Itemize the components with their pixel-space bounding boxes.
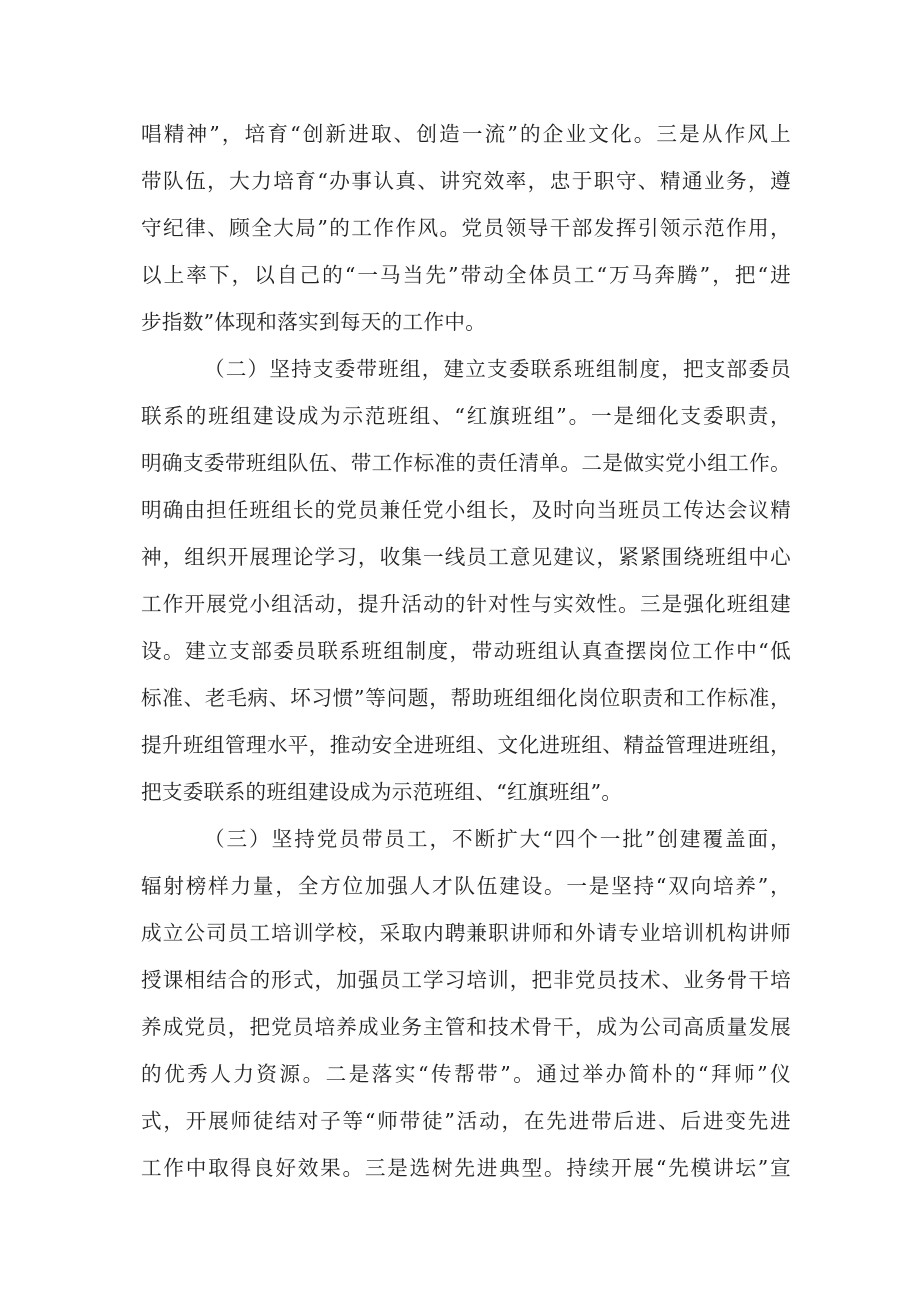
- text-line: 唱精神”，培育“创新进取、创造一流”的企业文化。三是从作风上: [141, 122, 791, 146]
- text-line: 步指数”体现和落实到每天的工作中。: [141, 310, 487, 334]
- text-line: 设。建立支部委员联系班组制度，带动班组认真查摆岗位工作中“低: [141, 639, 791, 663]
- paragraph-first-line: （三）坚持党员带员工，不断扩大“四个一批”创建覆盖面，: [204, 827, 791, 851]
- text-line: 授课相结合的形式，加强员工学习培训，把非党员技术、业务骨干培: [141, 968, 791, 992]
- paragraph-first-line: （二）坚持支委带班组，建立支委联系班组制度，把支部委员: [204, 357, 791, 381]
- text-line: 的优秀人力资源。二是落实“传帮带”。通过举办简朴的“拜师”仪: [141, 1062, 791, 1086]
- text-line: 神，组织开展理论学习，收集一线员工意见建议，紧紧围绕班组中心: [141, 545, 791, 569]
- text-line: 标准、老毛病、坏习惯”等问题，帮助班组细化岗位职责和工作标准，: [141, 686, 791, 710]
- text-line: 守纪律、顾全大局”的工作作风。党员领导干部发挥引领示范作用，: [141, 216, 791, 240]
- text-line: 提升班组管理水平，推动安全进班组、文化进班组、精益管理进班组，: [141, 733, 791, 757]
- text-line: 带队伍，大力培育“办事认真、讲究效率，忠于职守、精通业务，遵: [141, 169, 791, 193]
- text-line: 明确由担任班组长的党员兼任党小组长，及时向当班员工传达会议精: [141, 498, 791, 522]
- text-line: 联系的班组建设成为示范班组、“红旗班组”。一是细化支委职责，: [141, 404, 791, 428]
- text-line: 工作中取得良好效果。三是选树先进典型。持续开展“先模讲坛”宣: [141, 1156, 791, 1180]
- text-line: 工作开展党小组活动，提升活动的针对性与实效性。三是强化班组建: [141, 592, 791, 616]
- text-line: 成立公司员工培训学校，采取内聘兼职讲师和外请专业培训机构讲师: [141, 921, 791, 945]
- text-line: 养成党员，把党员培养成业务主管和技术骨干，成为公司高质量发展: [141, 1015, 791, 1039]
- text-line: 辐射榜样力量，全方位加强人才队伍建设。一是坚持“双向培养”，: [141, 874, 791, 898]
- text-line: 明确支委带班组队伍、带工作标准的责任清单。二是做实党小组工作。: [141, 451, 791, 475]
- text-line: 式，开展师徒结对子等“师带徒”活动，在先进带后进、后进变先进: [141, 1109, 791, 1133]
- text-line: 把支委联系的班组建设成为示范班组、“红旗班组”。: [141, 780, 623, 804]
- text-line: 以上率下，以自己的“一马当先”带动全体员工“万马奔腾”，把“进: [141, 263, 791, 287]
